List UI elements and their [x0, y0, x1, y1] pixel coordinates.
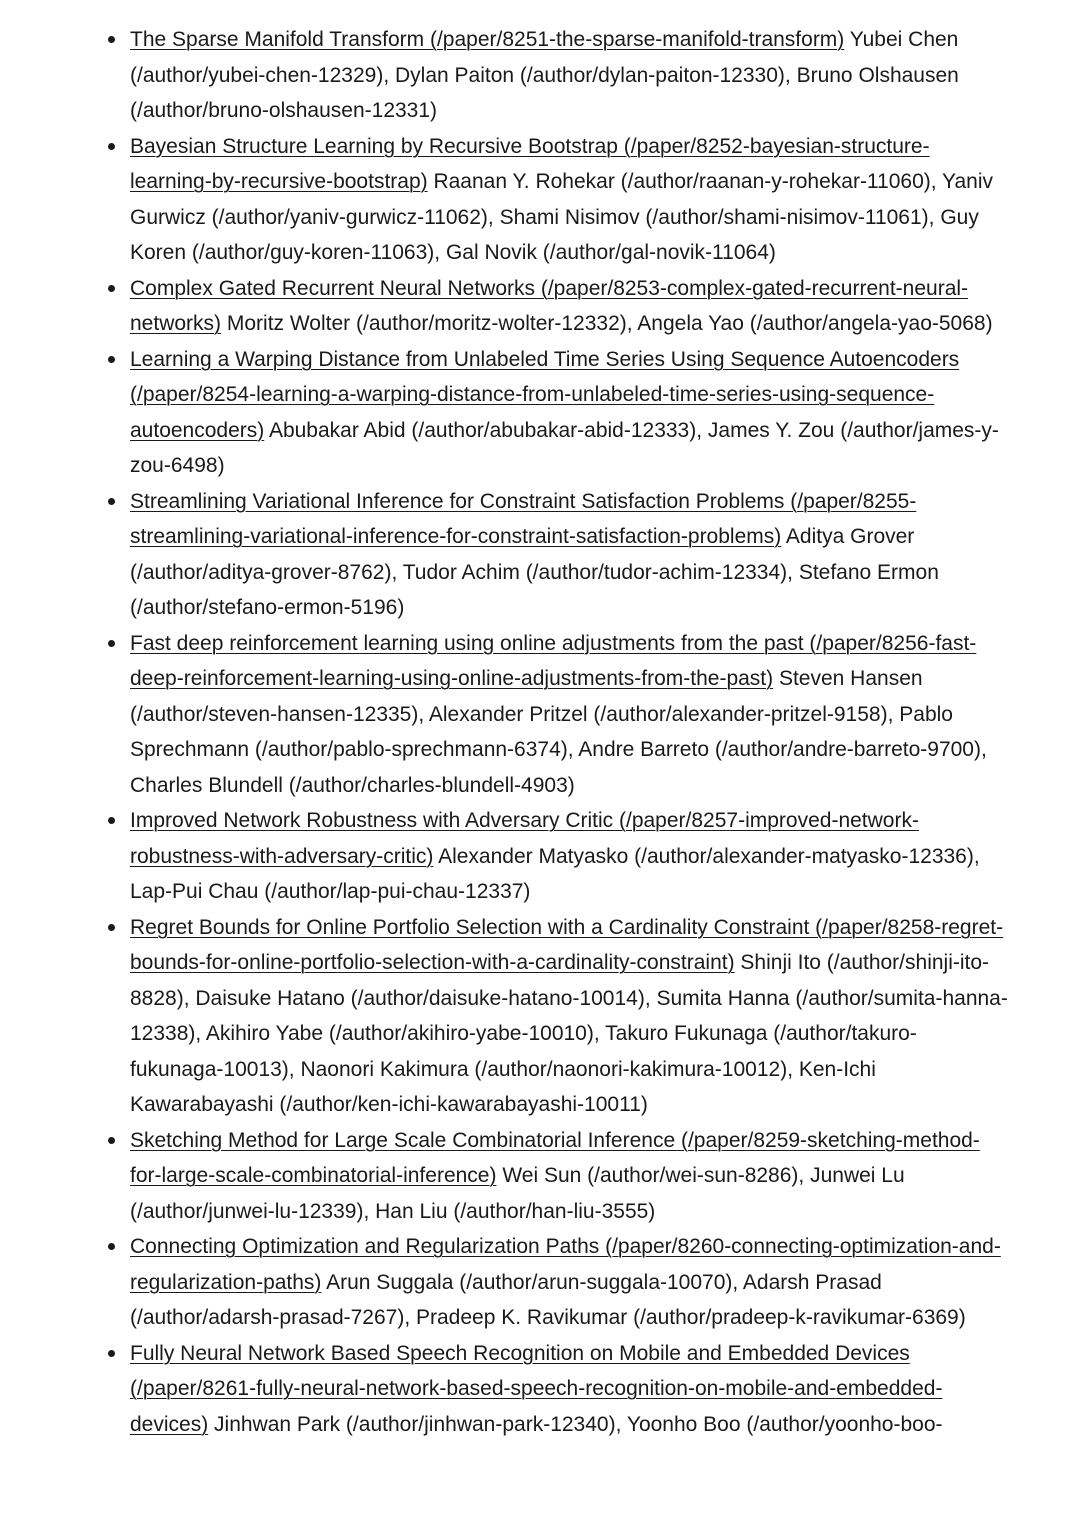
paper-link[interactable]: Streamlining Variational Inference for Constraint Satisfaction Problems (/paper/8255-streamlining-variational-inference-for-constraint-satisfaction-problems) [130, 489, 917, 548]
list-item [130, 484, 1010, 626]
paper-list [0, 22, 1080, 1442]
bullet-icon [108, 1350, 115, 1357]
paper-link[interactable]: Connecting Optimization and Regularization Paths (/paper/8260-connecting-optimization-and-regularization-paths) [130, 1235, 1001, 1294]
paper-authors: Steven Hansen (/author/steven-hansen-12335), Alexander Pritzel (/author/alexander-pritzel-9158), Pablo Sprechmann (/author/pablo-sprechmann-6374), Andre Barreto (/author/andre-barreto-9700), Charles Blundell (/author/charles-blundell-4903) [130, 667, 987, 797]
list-item [130, 1123, 1010, 1230]
list-item [130, 129, 1010, 271]
paper-authors: Abubakar Abid (/author/abubakar-abid-12333), James Y. Zou (/author/james-y-zou-6498) [130, 418, 999, 477]
paper-link[interactable]: Sketching Method for Large Scale Combinatorial Inference (/paper/8259-sketching-method-for-large-scale-combinatorial-inference) [130, 1128, 980, 1187]
list-item [130, 342, 1010, 484]
paper-link[interactable]: Fully Neural Network Based Speech Recognition on Mobile and Embedded Devices (/paper/8261-fully-neural-network-based-speech-recognition-on-mobile-and-embedded-devices) [130, 1341, 943, 1436]
bullet-icon [108, 498, 115, 505]
bullet-icon [108, 143, 115, 150]
paper-link[interactable]: Learning a Warping Distance from Unlabeled Time Series Using Sequence Autoencoders (/paper/8254-learning-a-warping-distance-from-unlabeled-time-series-using-sequence-autoencoders) [130, 347, 960, 442]
paper-authors: Raanan Y. Rohekar (/author/raanan-y-rohekar-11060), Yaniv Gurwicz (/author/yaniv-gurwicz-11062), Shami Nisimov (/author/shami-nisimov-11061), Guy Koren (/author/guy-koren-11063), Gal Novik (/author/gal-novik-11064) [130, 170, 994, 264]
paper-authors: Alexander Matyasko (/author/alexander-matyasko-12336), Lap-Pui Chau (/author/lap-pui-chau-12337) [130, 844, 980, 903]
paper-link[interactable]: Fast deep reinforcement learning using online adjustments from the past (/paper/8256-fast-deep-reinforcement-learning-using-online-adjustments-from-the-past) [130, 631, 977, 690]
paper-link[interactable]: Regret Bounds for Online Portfolio Selection with a Cardinality Constraint (/paper/8258-regret-bounds-for-online-portfolio-selection-with-a-cardinality-constraint) [130, 915, 1004, 974]
paper-authors: Wei Sun (/author/wei-sun-8286), Junwei Lu (/author/junwei-lu-12339), Han Liu (/author/han-liu-3555) [130, 1164, 905, 1223]
list-item [130, 626, 1010, 804]
list-item [130, 910, 1010, 1123]
bullet-icon [108, 1137, 115, 1144]
paper-authors: Aditya Grover (/author/aditya-grover-8762), Tudor Achim (/author/tudor-achim-12334), Stefano Ermon (/author/stefano-ermon-5196) [130, 525, 939, 619]
bullet-icon [108, 640, 115, 647]
paper-authors: Arun Suggala (/author/arun-suggala-10070), Adarsh Prasad (/author/adarsh-prasad-7267), Pradeep K. Ravikumar (/author/pradeep-k-ravikumar-6369) [130, 1270, 966, 1329]
bullet-icon [108, 817, 115, 824]
bullet-icon [108, 36, 115, 43]
bullet-icon [108, 1243, 115, 1250]
bullet-icon [108, 356, 115, 363]
bullet-icon [108, 924, 115, 931]
paper-link[interactable]: Complex Gated Recurrent Neural Networks (/paper/8253-complex-gated-recurrent-neural-networks) [130, 276, 969, 335]
list-item [130, 803, 1010, 910]
list-item [130, 1229, 1010, 1336]
paper-authors: Yubei Chen (/author/yubei-chen-12329), Dylan Paiton (/author/dylan-paiton-12330), Bruno Olshausen (/author/bruno-olshausen-12331) [130, 28, 959, 122]
paper-link[interactable]: Bayesian Structure Learning by Recursive Bootstrap (/paper/8252-bayesian-structure-learning-by-recursive-bootstrap) [130, 134, 930, 193]
paper-link[interactable]: Improved Network Robustness with Adversary Critic (/paper/8257-improved-network-robustness-with-adversary-critic) [130, 809, 919, 868]
list-item [130, 22, 1010, 129]
paper-authors: Shinji Ito (/author/shinji-ito-8828), Daisuke Hatano (/author/daisuke-hatano-10014), Sumita Hanna (/author/sumita-hanna-12338), Akihiro Yabe (/author/akihiro-yabe-10010), Takuro Fukunaga (/author/takuro-fukunaga-10013), Naonori Kakimura (/author/naonori-kakimura-10012), Ken-Ichi Kawarabayashi (/author/ken-ichi-kawarabayashi-10011) [130, 951, 1008, 1116]
bullet-icon [108, 285, 115, 292]
list-item [130, 1336, 1010, 1443]
paper-authors: Moritz Wolter (/author/moritz-wolter-12332), Angela Yao (/author/angela-yao-5068) [221, 312, 993, 335]
paper-authors: Jinhwan Park (/author/jinhwan-park-12340), Yoonho Boo (/author/yoonho-boo- [208, 1412, 943, 1436]
list-item [130, 271, 1010, 342]
paper-link[interactable]: The Sparse Manifold Transform (/paper/8251-the-sparse-manifold-transform) [130, 28, 845, 51]
